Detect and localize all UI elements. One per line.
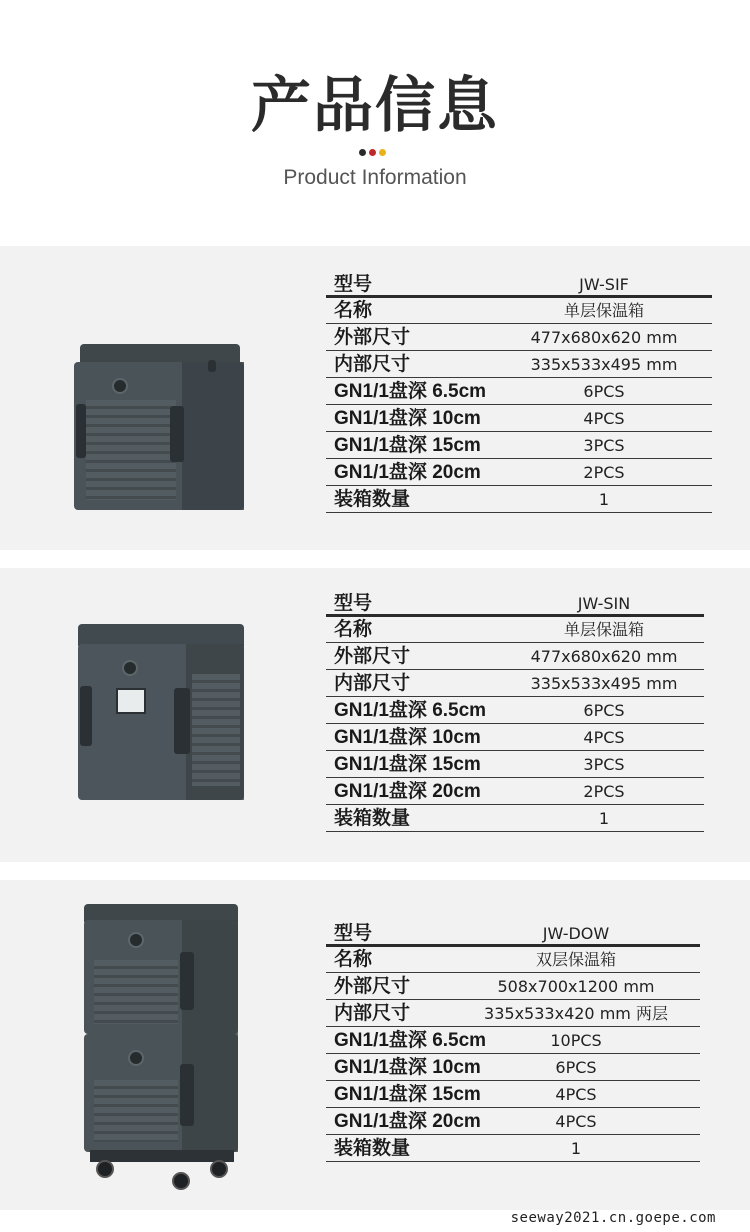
spec-value: JW-SIF bbox=[579, 275, 629, 294]
spec-label: GN1/1盘深 6.5cm bbox=[334, 381, 487, 402]
table-row bbox=[326, 974, 700, 1000]
spec-table bbox=[326, 591, 704, 835]
single-layer-food-box-image bbox=[72, 340, 248, 516]
table-row bbox=[326, 947, 700, 973]
spec-label: 内部尺寸 bbox=[334, 354, 411, 375]
table-row bbox=[326, 1001, 700, 1027]
spec-label: GN1/1盘深 10cm bbox=[334, 408, 481, 429]
spec-value: 477x680x620 mm bbox=[530, 647, 678, 666]
spec-label: 内部尺寸 bbox=[334, 673, 411, 694]
spec-label: GN1/1盘深 20cm bbox=[334, 462, 481, 483]
table-row bbox=[326, 379, 712, 405]
spec-value: 单层保温箱 bbox=[563, 301, 644, 320]
spec-label: 装箱数量 bbox=[334, 808, 411, 829]
spec-table bbox=[326, 272, 712, 516]
spec-value: 单层保温箱 bbox=[563, 620, 644, 639]
wheel-icon bbox=[210, 1160, 228, 1178]
spec-label: 装箱数量 bbox=[334, 489, 411, 510]
spec-label: 名称 bbox=[334, 300, 373, 321]
table-row bbox=[326, 406, 712, 432]
section-divider bbox=[0, 550, 750, 568]
knob-icon bbox=[128, 1050, 144, 1066]
spec-label: 名称 bbox=[334, 949, 373, 970]
spec-value: JW-DOW bbox=[542, 924, 610, 943]
spec-value: 2PCS bbox=[583, 463, 625, 482]
table-row bbox=[326, 325, 712, 351]
table-row bbox=[326, 617, 704, 643]
spec-label: 内部尺寸 bbox=[334, 1003, 411, 1024]
spec-value: 4PCS bbox=[555, 1112, 597, 1131]
spec-label: GN1/1盘深 6.5cm bbox=[334, 1030, 487, 1051]
knob-icon bbox=[112, 378, 128, 394]
table-row bbox=[326, 698, 704, 724]
spec-label: 型号 bbox=[334, 593, 373, 614]
knob-icon bbox=[128, 932, 144, 948]
spec-value: 335x533x495 mm bbox=[530, 355, 678, 374]
spec-label: 型号 bbox=[334, 923, 373, 944]
spec-value: 6PCS bbox=[583, 382, 625, 401]
knob-icon bbox=[122, 660, 138, 676]
spec-label: GN1/1盘深 15cm bbox=[334, 754, 481, 775]
spec-value: 335x533x495 mm bbox=[530, 674, 678, 693]
spec-label: 外部尺寸 bbox=[334, 976, 411, 997]
page-header bbox=[0, 0, 750, 246]
table-row bbox=[326, 1055, 700, 1081]
page-title: 产品信息 bbox=[251, 71, 499, 141]
spec-label: 名称 bbox=[334, 619, 373, 640]
page-subtitle: Product Information bbox=[283, 166, 467, 189]
spec-value: 1 bbox=[570, 1139, 582, 1158]
spec-label: GN1/1盘深 6.5cm bbox=[334, 700, 487, 721]
table-row bbox=[326, 298, 712, 324]
dot-red bbox=[369, 149, 376, 156]
double-layer-food-cart-image bbox=[80, 904, 244, 1196]
label-plate bbox=[116, 688, 146, 714]
table-row bbox=[326, 725, 704, 751]
table-row bbox=[326, 644, 704, 670]
decorative-dots bbox=[359, 149, 386, 156]
spec-value: 1 bbox=[598, 809, 610, 828]
spec-table bbox=[326, 921, 700, 1165]
spec-value: 2PCS bbox=[583, 782, 625, 801]
spec-value: 508x700x1200 mm bbox=[497, 977, 655, 996]
spec-value: 4PCS bbox=[583, 409, 625, 428]
wheel-icon bbox=[172, 1172, 190, 1190]
spec-label: GN1/1盘深 15cm bbox=[334, 435, 481, 456]
table-row bbox=[326, 1082, 700, 1108]
spec-label: GN1/1盘深 15cm bbox=[334, 1084, 481, 1105]
table-row bbox=[326, 671, 704, 697]
single-layer-food-box-image bbox=[78, 624, 246, 802]
spec-value: 477x680x620 mm bbox=[530, 328, 678, 347]
spec-value: 335x533x420 mm 两层 bbox=[484, 1004, 668, 1023]
section-divider bbox=[0, 862, 750, 880]
table-row bbox=[326, 487, 712, 513]
spec-value: 3PCS bbox=[583, 755, 625, 774]
spec-value: 6PCS bbox=[583, 701, 625, 720]
table-row bbox=[326, 352, 712, 378]
table-row bbox=[326, 1028, 700, 1054]
table-row bbox=[326, 460, 712, 486]
spec-label: 外部尺寸 bbox=[334, 646, 411, 667]
spec-label: GN1/1盘深 10cm bbox=[334, 1057, 481, 1078]
wheel-icon bbox=[96, 1160, 114, 1178]
table-row bbox=[326, 752, 704, 778]
table-row bbox=[326, 806, 704, 832]
spec-value: 4PCS bbox=[555, 1085, 597, 1104]
spec-label: 外部尺寸 bbox=[334, 327, 411, 348]
spec-value: 4PCS bbox=[583, 728, 625, 747]
table-row bbox=[326, 433, 712, 459]
table-row bbox=[326, 1109, 700, 1135]
spec-value: 10PCS bbox=[550, 1031, 602, 1050]
watermark: seeway2021.cn.goepe.com bbox=[510, 1210, 716, 1226]
dot-yellow bbox=[379, 149, 386, 156]
spec-label: 装箱数量 bbox=[334, 1138, 411, 1159]
spec-label: 型号 bbox=[334, 274, 373, 295]
dot-black bbox=[359, 149, 366, 156]
spec-value: 6PCS bbox=[555, 1058, 597, 1077]
spec-value: 双层保温箱 bbox=[535, 950, 616, 969]
spec-value: 3PCS bbox=[583, 436, 625, 455]
spec-label: GN1/1盘深 20cm bbox=[334, 1111, 481, 1132]
table-row bbox=[326, 1136, 700, 1162]
spec-value: 1 bbox=[598, 490, 610, 509]
spec-label: GN1/1盘深 20cm bbox=[334, 781, 481, 802]
spec-value: JW-SIN bbox=[577, 594, 631, 613]
table-row bbox=[326, 779, 704, 805]
spec-label: GN1/1盘深 10cm bbox=[334, 727, 481, 748]
